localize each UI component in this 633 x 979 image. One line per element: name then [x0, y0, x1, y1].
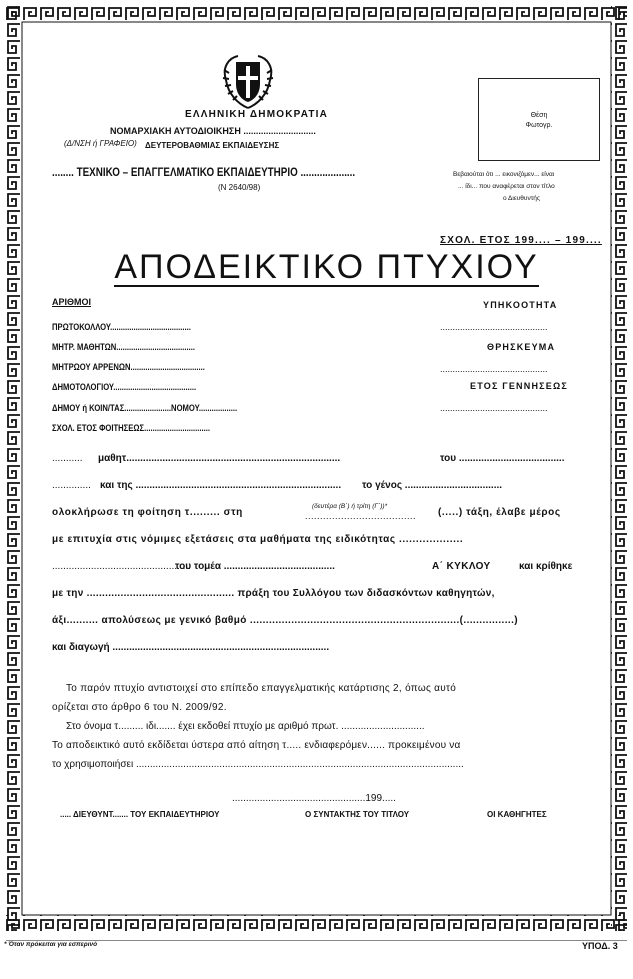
- paragraph-line3: Στο όνομα τ......... ιδι....... έχει εκδοθεί πτυχίο με αριθμό πρωτ. ..............................: [66, 721, 425, 732]
- municipality-prefecture: ΔΗΜΟΥ ή ΚΟΙΝ/ΤΑΣ......................ΝΟΜΟΥ..................: [52, 403, 238, 413]
- class-note: (δευτέρα (Β΄) ή τρίτη (Γ΄))*: [312, 503, 388, 510]
- footnote: * Όταν πρόκειται για εσπερινό: [4, 941, 98, 948]
- exams-text: με επιτυχία στις νόμιμες εξετάσεις στα μαθήματα της ειδικότητας ...................: [52, 534, 464, 545]
- birth-year-field: ...........................................: [440, 403, 548, 413]
- council-act-text: με την ................................................ πράξη του Συλλόγου των διδασκόντων καθηγητών,: [52, 588, 495, 599]
- citizenship-label: ΥΠΗΚΟΟΤΗΤΑ: [483, 300, 558, 310]
- protocol-number: ΠΡΩΤΟΚΟΛΛΟΥ......................................: [52, 322, 191, 332]
- form-code: ΥΠΟΔ. 3: [582, 941, 618, 951]
- male-register-number: ΜΗΤΡΩΟΥ ΑΡΡΕΝΩΝ...................................: [52, 362, 205, 372]
- law-reference: (Ν 2640/98): [218, 183, 261, 192]
- father-name: του ......................................: [440, 453, 565, 464]
- class-took-part: (.....) τάξη, έλαβε μέρος: [438, 507, 561, 518]
- directorate-note: (Δ/ΝΣΗ ή ΓΡΑΦΕΙΟ): [64, 139, 137, 148]
- paragraph-line4: Το αποδεικτικό αυτό εκδίδεται ύστερα από αίτηση τ..... ενδιαφερόμεν...... προκειμένου να: [52, 740, 461, 751]
- school-year: ΣΧΟΛ. ΕΤΟΣ 199.... – 199....: [440, 235, 602, 246]
- certify-line1: Βεβαιούται ότι ... εικονιζόμεν... είναι: [453, 171, 555, 178]
- issue-date: ................................................199.....: [232, 793, 396, 804]
- student-register-number: ΜΗΤΡ. ΜΑΘΗΤΩΝ.....................................: [52, 342, 195, 352]
- municipal-register-number: ΔΗΜΟΤΟΛΟΓΙΟΥ.......................................: [52, 382, 197, 392]
- photo-label-line2: Φωτογρ.: [525, 122, 553, 129]
- composer-signature: Ο ΣΥΝΤΑΚΤΗΣ ΤΟΥ ΤΙΤΛΟΥ: [305, 810, 410, 819]
- general-grade-text: άξι.......... απολύσεως με γενικό βαθμό ..................................................................(................): [52, 615, 518, 626]
- school-name: ........ ΤΕΧΝΙΚΟ – ΕΠΑΓΓΕΛΜΑΤΙΚΟ ΕΚΠΑΙΔΕΥΤΗΡΙΟ ....................: [52, 165, 356, 179]
- completion-text: ολοκλήρωσε τη φοίτηση τ......... στη: [52, 507, 243, 518]
- religion-label: ΘΡΗΣΚΕΥΜΑ: [487, 342, 556, 352]
- student-name: μαθητ.............................................................................: [98, 453, 341, 464]
- sector-field: του τομέα ........................................: [175, 561, 335, 572]
- mother-surname: το γένος ...................................: [362, 480, 503, 491]
- conduct-text: και διαγωγή ..............................................................................: [52, 642, 330, 653]
- photo-box: [478, 78, 600, 161]
- citizenship-field: ...........................................: [440, 322, 548, 332]
- teachers-signature: ΟΙ ΚΑΘΗΓΗΤΕΣ: [487, 810, 547, 819]
- secondary-education-line: ΔΕΥΤΕΡΟΒΑΘΜΙΑΣ ΕΚΠΑΙΔΕΥΣΗΣ: [145, 141, 280, 150]
- mother-name: και της ..........................................................................: [100, 480, 342, 491]
- cycle-label: Α΄ ΚΥΚΛΟΥ: [432, 561, 491, 572]
- photo-label-line1: Θέση: [530, 112, 548, 119]
- state-name: ΕΛΛΗΝΙΚΗ ΔΗΜΟΚΡΑΤΙΑ: [185, 109, 329, 120]
- director-signature: ..... ΔΙΕΥΘΥΝΤ....... ΤΟΥ ΕΚΠΑΙΔΕΥΤΗΡΙΟΥ: [60, 810, 220, 819]
- prefecture-line: ΝΟΜΑΡΧΙΑΚΗ ΑΥΤΟΔΙΟΙΚΗΣΗ .............................: [110, 126, 316, 136]
- document-title: ΑΠΟΔΕΙΚΤΙΚΟ ΠΤΥΧΙΟΥ: [114, 248, 539, 286]
- certify-line3: ο Διευθυντής: [503, 195, 541, 202]
- numbers-heading: ΑΡΙΘΜΟΙ: [52, 297, 92, 307]
- class-dots: .....................................: [305, 511, 417, 521]
- study-year: ΣΧΟΛ. ΕΤΟΣ ΦΟΙΤΗΣΕΩΣ...............................: [52, 423, 210, 433]
- body-line2-prefix: ..............: [52, 480, 91, 491]
- judged-text: και κρίθηκε: [519, 561, 573, 572]
- birth-year-label: ΕΤΟΣ ΓΕΝΝΗΣΕΩΣ: [470, 381, 568, 391]
- greek-coat-of-arms-icon: [218, 50, 278, 112]
- certify-line2: ... ίδι... που αναφέρεται στον τίτλο: [458, 183, 555, 190]
- footnote-divider: [6, 940, 627, 941]
- religion-field: ...........................................: [440, 364, 548, 374]
- body-line1-prefix: ...........: [52, 453, 83, 464]
- paragraph-line1: Το παρόν πτυχίο αντιστοιχεί στο επίπεδο επαγγελματικής κατάρτισης 2, όπως αυτό: [66, 683, 457, 694]
- specialty-field: ..................................................: [52, 561, 191, 572]
- paragraph-line5: το χρησιμοποιήσει ......................................................................................................................: [52, 759, 464, 770]
- paragraph-line2: ορίζεται στο άρθρο 6 του Ν. 2009/92.: [52, 702, 227, 713]
